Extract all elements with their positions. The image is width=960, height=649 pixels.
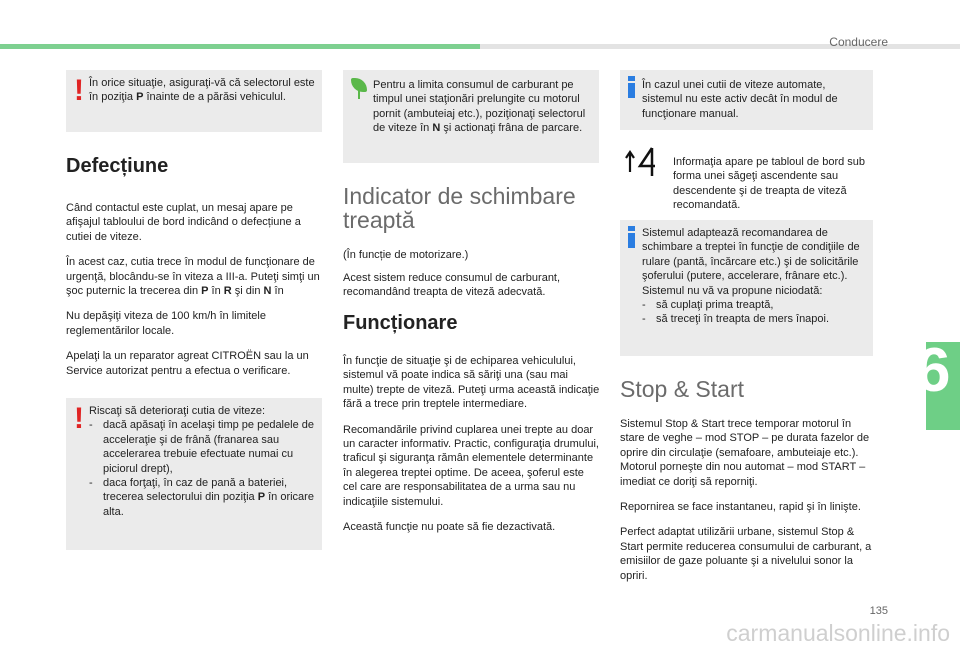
warning-gearbox-text: Riscaţi să deterioraţi cutia de viteze: - dacă apăsaţi în acelaşi timp pe pedalele de acceleraţie şi de frână (franarea sau accelerarea trebuie efectuate numai cu piciorul drept), - daca forţaţi, în caz de pană a bateriei, trecerea selectorului din poziţia P în oricare alta. xyxy=(89,405,314,518)
gear-intro: Acest sistem reduce consumul de carburant, recomandând treapta de viteză adecvată. xyxy=(343,272,561,299)
eco-box xyxy=(343,70,599,163)
warning-text: În orice situaţie, asiguraţi-vă că selectorul este în poziţia P înainte de a părăsi vehiculul. xyxy=(89,77,315,104)
info-icon xyxy=(628,76,635,98)
gear-shift-icon xyxy=(622,146,658,178)
top-divider-bar xyxy=(480,44,960,49)
page-number: 135 xyxy=(869,605,888,617)
eco-text: Pentru a limita consumul de carburant pe timpul unei staţionări prelungite cu motorul pornit (ambuteiaj etc.), poziţionaţi selectorul de viteze în N şi actionaţi frâna de parcare. xyxy=(373,79,586,135)
info-box-adaptive xyxy=(620,220,873,356)
gear-indicator-text: Informaţia apare pe tabloul de bord sub forma unei săgeţi ascendente sau descendente şi de treapta de viteză recomandată. xyxy=(673,156,866,212)
heading-defectiune: Defecțiune xyxy=(66,155,169,177)
warning-box-selector xyxy=(66,70,322,132)
title-gear-indicator: Indicator de schimbare treaptă xyxy=(343,183,576,233)
warning-icon: ! xyxy=(74,402,84,435)
watermark: carmanualsonline.info xyxy=(726,620,950,646)
top-accent-bar xyxy=(0,44,480,49)
info-icon xyxy=(628,226,635,248)
info-adaptive-text: Sistemul adaptează recomandarea de schimbare a treptei în funcţie de condiţiile de rulare (pantă, încărcare etc.) şi de solicitările şoferului (putere, accelerare, frânare etc.). Sistemul nu vă va propune niciodată: - să cuplaţi prima treaptă, - să treceţi în treapta de mers înapoi. xyxy=(642,227,860,326)
heading-functionare: Funcționare xyxy=(343,312,458,334)
warning-icon: ! xyxy=(74,74,84,107)
info-automatic-text: În cazul unei cutii de viteze automate, sistemul nu este activ decât în modul de funcţionare manual. xyxy=(642,79,838,120)
engine-note: (În funcție de motorizare.) xyxy=(343,249,469,261)
functionare-body: În funcţie de situaţie şi de echiparea vehiculului, sistemul vă poate indica să săriţi una (sau mai multe) trepte de viteză. Puteţi urma această indicaţie fără a trece prin treptele intermediare. Recomandările privind cuplarea unei trepte au doar un caracter informativ. Practic, configuraţia drumului, traficul şi siguranţa rămân elementele determinante în alegerea treptei optime. De aceea, şoferul este cel care are responsabilitatea de a urma sau nu indicaţiile sistemului. Această funcţie nu poate să fie dezactivată. xyxy=(343,355,600,534)
warning-box-gearbox xyxy=(66,398,322,550)
defectiune-body: Când contactul este cuplat, un mesaj apare pe afişajul tabloului de bord indicând o defecțiune a cutiei de viteze. În acest caz, cutia trece în modul de funcţionare de urgenţă, blocându-se în viteza a III-a. Puteţi simţi un şoc puternic la trecerea din P în R şi din N în Nu depăşiţi viteza de 100 km/h în limitele reglementărilor locale. Apelaţi la un reparator agreat CITROËN sau la un Service autorizat pentru a efectua o verificare. xyxy=(66,202,320,377)
section-name: Conducere xyxy=(829,35,888,49)
title-stop-start: Stop & Start xyxy=(620,376,745,402)
chapter-number: 6 xyxy=(916,336,951,405)
info-box-automatic xyxy=(620,70,873,130)
stop-start-body: Sistemul Stop & Start trece temporar motorul în stare de veghe – mod STOP – pe durata fazelor de oprire din circulaţie (semafoare, ambuteiaje etc.). Motorul porneşte din nou automat – mod START – imediat ce doriţi să reporniţi. Repornirea se face instantaneu, rapid şi în linişte. Perfect adaptat utilizării urbane, sistemul Stop & Start permite reducerea consumului de carburant, a emisiilor de gaze poluante şi a nivelului sonor la opriri. xyxy=(620,418,872,582)
